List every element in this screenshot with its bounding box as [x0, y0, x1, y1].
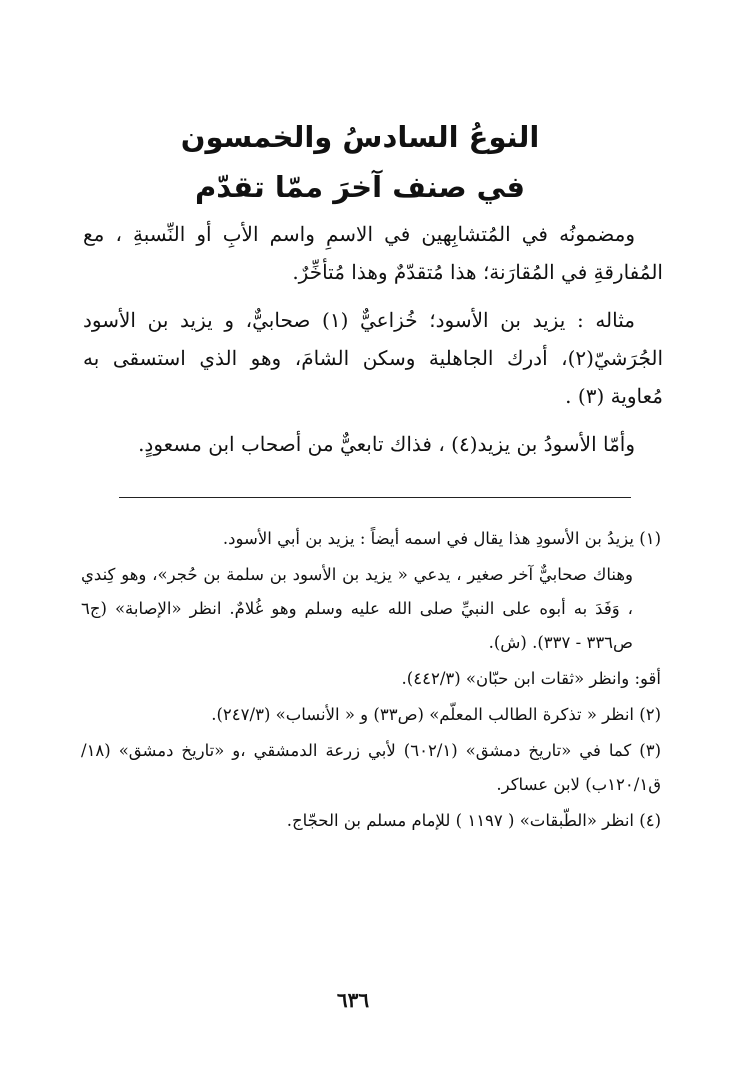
- footnote-2: (٢) انظر « تذكرة الطالب المعلّم» (ص٣٣) و « الأنساب» (٢٤٧/٣).: [211, 705, 661, 724]
- chapter-title-line-2: في صنف آخرَ ممّا تقدّم: [194, 170, 526, 204]
- main-text: [83, 215, 663, 473]
- page-number: ٦٣٦: [336, 988, 370, 1012]
- footnote-1: (١) يزيدُ بن الأسودِ هذا يقال في اسمه أيضاً : يزيد بن أبي الأسود.: [222, 529, 661, 548]
- footnote-1-addendum: أقو: وانظر «ثقات ابن حبّان» (٤٤٢/٣).: [401, 669, 661, 688]
- paragraph-counterexample: وأمّا الأسودُ بن يزيد(٤) ، فذاك تابعيٌّ من أصحاب ابن مسعودٍ.: [138, 432, 635, 456]
- footnote-4: (٤) انظر «الطّبقات» ( ١١٩٧ ) للإمام مسلم بن الحجّاج.: [286, 811, 661, 830]
- paragraph-example: مثاله : يزيد بن الأسود؛ خُزاعيٌّ (١) صحابيٌّ، و يزيد بن الأسود الجُرَشيّ(٢)، أدرك الجاهلية وسكن الشامَ، وهو الذي استسقى به مُعاوية (٣) .: [83, 308, 663, 408]
- chapter-title: [60, 112, 660, 212]
- footnote-1-extra: وهناك صحابيٌّ آخر صغير ، يدعي « يزيد بن الأسود بن سلمة بن حُجر»، وهو كِندي ، وَفَدَ به أبوه على النبيِّ صلى الله عليه وسلم وهو غُلامٌ. انظر «الإصابة» (ج٦ ص٣٣٦ - ٣٣٧). (ش).: [81, 565, 633, 652]
- paragraph-definition: ومضمونُه في المُتشابِهين في الاسمِ واسم الأبِ أو النِّسبةِ ، مع المُفارقةِ في المُقارَنة؛ هذا مُتقدّمٌ وهذا مُتأخِّرٌ.: [83, 222, 663, 284]
- footnote-1-continuation: [81, 558, 661, 660]
- footnote-separator: [119, 497, 631, 498]
- chapter-title-line-1: النوعُ السادسُ والخمسون: [180, 120, 540, 154]
- footnotes: [81, 522, 661, 840]
- footnote-3: (٣) كما في «تاريخ دمشق» (٦٠٢/١) لأبي زرعة الدمشقي ،و «تاريخ دمشق» (١٨/ق١٢٠/١ب) لابن عساكر.: [81, 741, 661, 794]
